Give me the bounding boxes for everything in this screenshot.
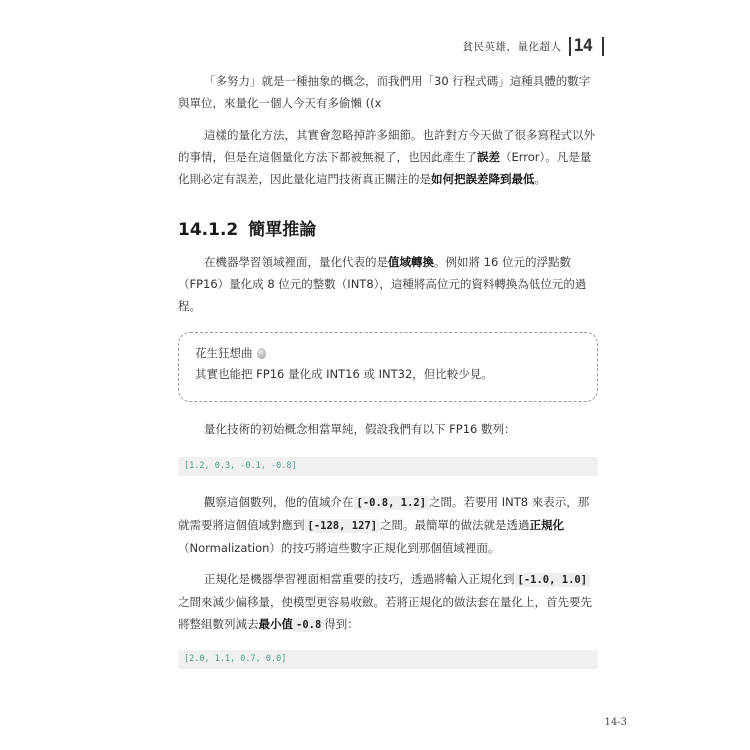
p2-text-e: 。 bbox=[534, 172, 546, 186]
section-heading bbox=[178, 215, 316, 240]
paragraph-error bbox=[178, 124, 598, 190]
lightbulb-icon bbox=[257, 348, 266, 359]
p2-text-c: （Error）。凡是量化則必定有誤差，因此量化這門技術真正關注的是 bbox=[178, 150, 592, 186]
header-divider-right bbox=[602, 37, 604, 56]
p5-text-a: 觀察這個數列，他的值域介在 bbox=[204, 495, 354, 509]
inline-code-int8-range: [-128, 127] bbox=[305, 519, 381, 533]
inline-code-min-value: -0.8 bbox=[293, 618, 324, 632]
p5-text-e: （Normalization）的技巧將這些數字正規化到那個值域裡面。 bbox=[178, 541, 500, 555]
sidenote-header bbox=[195, 345, 581, 361]
inline-code-normal-range: [-1.0, 1.0] bbox=[515, 573, 591, 587]
section-number: 14.1.2 bbox=[178, 220, 239, 240]
p2-bold-error: 誤差 bbox=[477, 150, 500, 164]
p5-text-b: 之間。若要用 INT8 來表示，那就需要將這個值域對應到 bbox=[178, 495, 590, 532]
inline-code-fp16-range: [-0.8, 1.2] bbox=[354, 496, 430, 510]
sidenote-box bbox=[178, 332, 598, 402]
p4-text: 量化技術的初始概念相當單純，假設我們有以下 FP16 數列： bbox=[204, 422, 516, 436]
chapter-number: 14 bbox=[573, 36, 592, 56]
p3-text-c: 。例如將 16 位元的浮點數（FP16）量化成 8 位元的整數（INT8），這種將高位元的資料轉換為低位元的過程。 bbox=[178, 255, 587, 313]
sidenote-body: 其實也能把 FP16 量化成 INT16 或 INT32，但比較少見。 bbox=[195, 367, 493, 381]
p2-bold-minimize: 如何把誤差降到最低 bbox=[431, 172, 535, 186]
p1-text: 「多努力」就是一種抽象的概念，而我們用「30 行程式碼」這種具體的數字與單位，來量化一個人今天有多偷懶 ((x bbox=[178, 74, 591, 110]
paragraph-normalization bbox=[178, 491, 598, 559]
p6-text-a: 正規化是機器學習裡面相當重要的技巧，透過將輸入正規化到 bbox=[204, 572, 515, 586]
running-header-title: 貧民英雄，量化超人 bbox=[462, 40, 562, 53]
p5-text-c: 之間。最簡單的做法就是透過 bbox=[380, 518, 530, 532]
paragraph-fp16-intro bbox=[178, 418, 598, 440]
header-divider-left bbox=[569, 37, 571, 56]
code-block-shifted-sequence: [2.0, 1.1, 0.7, 0.0] bbox=[178, 650, 598, 669]
p6-text-b: 之間來減少偏移量，使模型更容易收斂。若將正規化的做法套在量化上，首先要先將整組數列減去 bbox=[178, 595, 592, 631]
paragraph-subtract-minimum bbox=[178, 568, 598, 636]
section-title: 簡單推論 bbox=[248, 220, 317, 240]
p2-text-a: 這樣的量化方法，其實會忽略掉許多細節。也許對方今天做了很多寫程式以外的事情，但是在這個量化方法下都被無視了，也因此產生了 bbox=[178, 128, 595, 164]
p6-text-d: 得到： bbox=[324, 617, 359, 631]
paragraph-value-range bbox=[178, 251, 598, 317]
p6-bold-minimum: 最小值 bbox=[258, 617, 293, 631]
page-number: 14-3 bbox=[604, 717, 627, 728]
paragraph-effort-example bbox=[178, 70, 598, 114]
code-block-fp16-sequence: [1.2, 0.3, -0.1, -0.8] bbox=[178, 457, 598, 476]
p3-text-a: 在機器學習領域裡面，量化代表的是 bbox=[204, 255, 388, 269]
sidenote-title: 花生狂想曲 bbox=[195, 346, 253, 360]
p5-bold-normalization: 正規化 bbox=[529, 518, 565, 532]
running-header bbox=[463, 36, 604, 56]
p3-bold-range-conversion: 值域轉換 bbox=[388, 255, 434, 269]
